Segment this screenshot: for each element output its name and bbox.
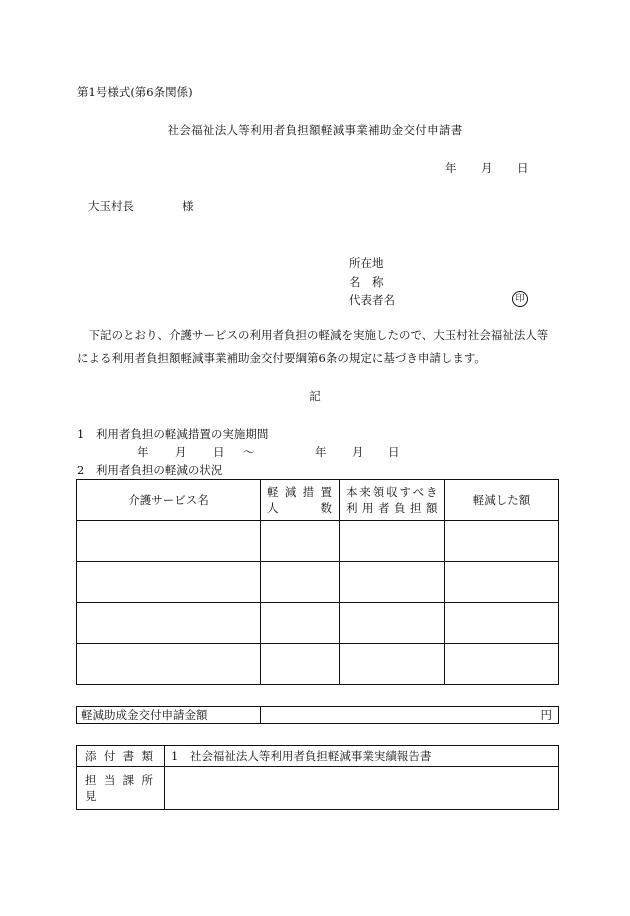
table-row xyxy=(77,521,559,562)
table-cell[interactable] xyxy=(261,603,340,644)
reduction-status-table xyxy=(76,479,559,685)
period-start-month: 月 xyxy=(175,445,187,459)
period-tilde: ～ xyxy=(243,445,255,459)
attachments-table xyxy=(76,745,559,810)
table-cell[interactable] xyxy=(445,562,559,603)
document-title: 社会福祉法人等利用者負担額軽減事業補助金交付申請書 xyxy=(167,123,463,137)
table-cell[interactable] xyxy=(261,521,340,562)
table-cell[interactable] xyxy=(77,521,261,562)
table-row xyxy=(77,644,559,685)
applicant-representative-label: 代表者名 xyxy=(349,293,395,307)
table-cell[interactable] xyxy=(340,521,445,562)
addressee-honorific: 様 xyxy=(182,199,194,213)
period-end-day: 日 xyxy=(388,445,400,459)
table-cell[interactable] xyxy=(77,562,261,603)
table-cell[interactable] xyxy=(340,644,445,685)
table-header-row xyxy=(77,480,559,521)
col-reduced-people-line2: 人 数 xyxy=(267,501,333,515)
table-cell[interactable] xyxy=(261,644,340,685)
body-paragraph: 下記のとおり、介護サービスの利用者負担の軽減を実施したので、大玉村社会福祉法人等による利用者負担額軽減事業補助金交付要綱第6条の規定に基づき申請します。 xyxy=(77,328,549,365)
col-reduced-amount: 軽減した額 xyxy=(445,480,559,521)
yen-unit: 円 xyxy=(540,708,552,722)
review-field[interactable] xyxy=(165,767,559,810)
ki-heading: 記 xyxy=(309,389,321,403)
table-cell[interactable] xyxy=(445,603,559,644)
col-reduced-people xyxy=(261,480,340,521)
subsidy-amount-table xyxy=(76,706,559,724)
col-reduced-people-line1: 軽減措置 xyxy=(267,485,333,499)
table-cell[interactable] xyxy=(77,603,261,644)
table-cell[interactable] xyxy=(445,521,559,562)
period-end-year: 年 xyxy=(315,445,327,459)
review-label: 担当課所見 xyxy=(77,767,165,810)
col-original-burden xyxy=(340,480,445,521)
item2-heading: 2 利用者負担の軽減の状況 xyxy=(77,463,223,477)
subsidy-amount-label: 軽減助成金交付申請金額 xyxy=(77,707,261,724)
form-number: 第1号様式(第6条関係) xyxy=(77,85,193,99)
applicant-address-label: 所在地 xyxy=(349,256,384,270)
table-cell[interactable] xyxy=(340,603,445,644)
item1-heading: 1 利用者負担の軽減措置の実施期間 xyxy=(77,427,269,441)
seal-mark: 印 xyxy=(512,291,528,307)
period-start-day: 日 xyxy=(213,445,225,459)
table-cell[interactable] xyxy=(340,562,445,603)
applicant-name-label: 名 称 xyxy=(349,275,384,289)
table-row xyxy=(77,562,559,603)
attachments-label: 添付書類 xyxy=(77,746,165,767)
col-original-burden-line2: 利用者負担額 xyxy=(346,501,438,515)
col-original-burden-line1: 本来領収すべき xyxy=(346,485,438,499)
date-year: 年 xyxy=(445,161,457,175)
attachments-value: 1 社会福祉法人等利用者負担軽減事業実績報告書 xyxy=(165,746,559,767)
table-cell[interactable] xyxy=(77,644,261,685)
date-month: 月 xyxy=(481,161,493,175)
table-cell[interactable] xyxy=(445,644,559,685)
period-end-month: 月 xyxy=(352,445,364,459)
table-row xyxy=(77,603,559,644)
date-day: 日 xyxy=(517,161,529,175)
period-start-year: 年 xyxy=(137,445,149,459)
table-cell[interactable] xyxy=(261,562,340,603)
subsidy-amount-field[interactable] xyxy=(261,707,559,724)
col-service-name: 介護サービス名 xyxy=(77,480,261,521)
addressee-name: 大玉村長 xyxy=(88,199,134,213)
